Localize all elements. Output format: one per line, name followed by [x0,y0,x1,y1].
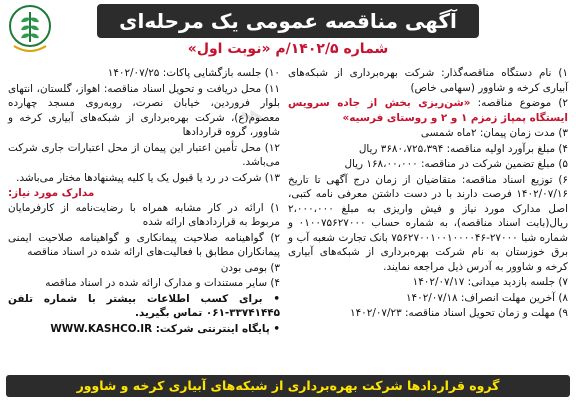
item-distribution: ۶) توزیع اسناد مناقصه: متقاضیان از زمان درج آگهی تا تاریخ ۱۴۰۲/۰۷/۱۶ فرصت دارند با در دست داشتن معرفی نامه کتبی، اصل مدارک مورد نیاز و فیش واریزی به مبلغ ۲،۰۰۰،۰۰۰ ریال(بابت اسناد مناقصه)، به شماره حساب ۰۱۰۰۷۵۶۲۷۰۰۰ و شماره شبا ۲۷۰۰۰-۷۵۶۲۷۰۰۱۰۰۱۰۰۰۰۴۶ بانک تجارت شعبه آب و برق خوزستان به نام شرکت بهره‌برداری از شبکه‌های آبیاری کرخه و شاوور به آدرس ذیل مراجعه نمایند. [288,173,569,273]
item-opening-session: ۱۰) جلسه بازگشایی پاکات: ۱۴۰۲/۰۷/۲۵ [107,67,280,79]
contact-phone: • برای کسب اطلاعات بیشتر با شماره تلفن ۳۳۷۴۱۴۴۵-۰۶۱ تماس بگیرید. [8,292,280,319]
doc-item-2: ۲) گواهینامه صلاحیت پیمانکاری و گواهینامه صلاحیت ایمنی پیمانکاران مطابق با فعالیت‌های ارائه شده در اسناد مناقصه [8,231,280,258]
left-column [8,66,280,337]
wheat-logo-icon [8,4,52,54]
item-estimate: ۴) مبلغ برآورد اولیه مناقصه: ۳۶۸۰،۷۲۵،۳۹۴ ریال [358,142,568,155]
doc-item-4: ۴) سایر مستندات و مدارک ارائه شده در اسناد مناقصه [45,277,280,289]
item-submission-deadline: ۹) مهلت و زمان تحویل اسناد مناقصه: ۱۴۰۲/۰۷/۲۳ [350,307,568,319]
ad-title: آگهی مناقصه عمومی یک مرحله‌ای [97,4,479,38]
ad-number: شماره ۱۴۰۲/۵/م «نوبت اول» [187,41,389,57]
doc-item-3: ۳) بومی بودن [220,261,280,274]
doc-item-1: ۱) ارائه در کار مشابه همراه با رضایت‌نامه از کارفرمایان مربوط به قراردادهای ارائه شده [8,201,280,228]
right-column [288,66,568,322]
item-guarantee: ۵) مبلغ تضمین شرکت در مناقصه: ۱۶۸،۰۰،۰۰۰ ریال [344,158,568,170]
item-subject [288,96,568,125]
ad-footer: گروه قراردادها شرکت بهره‌برداری از شبکه‌های آبیاری کرخه و شاوور [6,375,570,397]
item-duration: ۳) مدت زمان پیمان: ۲ماه شمسی [420,127,568,139]
item-subject-value: «شن‌ریزی بخش از جاده سرویس ایستگاه پمپاژ زمزم ۱ و ۲ و روستای فرسیه» [288,97,568,124]
item-organizer: ۱) نام دستگاه مناقصه‌گذار: شرکت بهره‌برداری از شبکه‌های آبیاری کرخه و شاوور (سهامی خاص) [288,67,568,94]
item-withdrawal-deadline: ۸) آخرین مهلت انصراف: ۱۴۰۲/۰۷/۱۸ [405,291,568,304]
item-subject-label: ۲) موضوع مناقصه: [470,97,568,109]
website-link[interactable]: • پایگاه اینترنتی شرکت: WWW.KASHCO.IR [50,322,280,335]
ad-header [60,4,516,62]
required-docs-heading: مدارک مورد نیاز: [8,187,95,199]
background-watermark: ⌁ [240,92,265,138]
item-site-visit: ۷) جلسه بازدید میدانی: ۱۴۰۲/۰۷/۱۷ [412,276,568,288]
item-funding: ۱۲) محل تأمین اعتبار این پیمان از محل اعتبارات جاری شرکت می‌باشد. [8,141,280,168]
item-address: ۱۱) محل دریافت و تحویل اسناد مناقصه: اهواز، گلستان، انتهای بلوار فروردین، خیابان نصرت، روبه‌روی مسجد چهارده معصوم(ع)، شرکت بهره‌برداری از شبکه‌های آبیاری کرخه و شاوور، گروه قراردادها [8,82,280,138]
item-rights: ۱۳) شرکت در رد یا قبول یک یا کلیه پیشنهادها مختار می‌باشد. [16,171,280,184]
